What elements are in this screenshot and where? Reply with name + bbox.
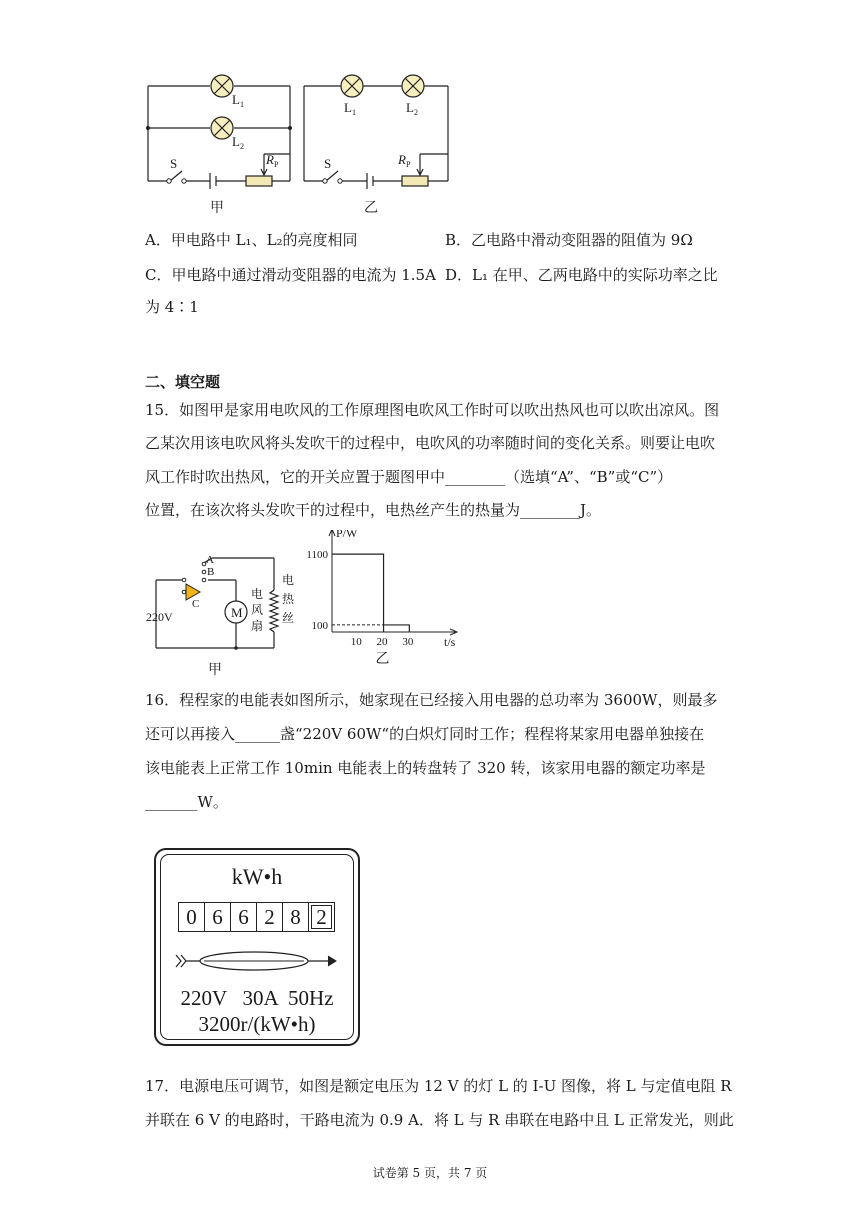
q16-line-4: _______W。 (145, 793, 228, 811)
power-time-chart (298, 530, 458, 665)
circuit-figure-jia (130, 66, 300, 216)
hair-dryer-circuit (140, 548, 310, 683)
rotation-arrow-icon (174, 946, 344, 976)
fan-label-3: 扇 (251, 619, 264, 633)
yi-rheostat-label: $R_P$ (398, 152, 411, 169)
meter-digit: 2 (256, 902, 283, 932)
option-c: C．甲电路中通过滑动变阻器的电流为 1.5A (145, 266, 436, 284)
jia-switch-label: S (170, 156, 178, 171)
lamp-l1-icon (211, 75, 233, 97)
meter-digit: 6 (230, 902, 257, 932)
heater-label-2: 热 (282, 592, 295, 606)
meter-digit: 0 (178, 902, 205, 932)
yi-caption: 乙 (364, 201, 378, 216)
q15-line-1: 15．如图甲是家用电吹风的工作原理图电吹风工作时可以吹出热风也可以吹出凉风。图 (145, 401, 720, 419)
x-tick-label: 20 (376, 636, 388, 648)
q15-line-4: 位置，在该次将头发吹干的过程中，电热丝产生的热量为________J。 (145, 501, 602, 519)
y-tick-label: 1100 (306, 549, 328, 562)
option-a: A．甲电路中 L₁、L₂的亮度相同 (145, 231, 358, 249)
heater-label-1: 电 (282, 573, 295, 587)
meter-digit: 2 (308, 902, 335, 932)
lamp-l1-icon (341, 75, 363, 97)
switch-position-c: C (192, 598, 200, 610)
q16-line-3: 该电能表上正常工作 10min 电能表上的转盘转了 320 转，该家用电器的额定功率是 (145, 759, 706, 777)
q15-line-3: 风工作时吹出热风，它的开关应置于题图甲中________（选填“A”、“B”或“C”） (145, 468, 673, 486)
meter-constant: 3200r/(kW•h) (198, 1012, 316, 1036)
meter-digit: 6 (204, 902, 231, 932)
q17-line-2: 并联在 6 V 的电路时，干路电流为 0.9 A．将 L 与 R 串联在电路中且 L 正常发光，则此 (145, 1111, 734, 1129)
jia-l1-label: $L_1$ (232, 92, 244, 109)
q15-line-2: 乙某次用该电吹风将头发吹干的过程中，电吹风的功率随时间的变化关系。则要让电吹 (145, 434, 716, 452)
yi-switch-label: S (324, 156, 332, 171)
chart-caption: 乙 (375, 652, 390, 665)
jia-rheostat-label: $R_P$ (266, 152, 279, 169)
hair-dryer-caption: 甲 (208, 663, 222, 678)
yi-l2-label: $L_2$ (406, 100, 418, 117)
fan-label-1: 电 (251, 587, 264, 601)
energy-meter (154, 848, 360, 1046)
q16-line-1: 16．程程家的电能表如图所示，她家现在已经接入用电器的总功率为 3600W，则最多 (145, 691, 718, 709)
lamp-l2-icon (402, 75, 424, 97)
switch-position-a: A (206, 554, 214, 566)
heater-label-3: 丝 (282, 611, 295, 625)
page-footer: 试卷第 5 页，共 7 页 (372, 1166, 488, 1180)
switch-position-b: B (207, 566, 215, 578)
lamp-l2-icon (211, 117, 233, 139)
voltage-label: 220V (146, 610, 173, 624)
option-d: D．L₁ 在甲、乙两电路中的实际功率之比 (445, 266, 718, 284)
motor-icon (225, 601, 247, 623)
meter-rating: 220V 30A 50Hz (180, 986, 334, 1010)
x-axis-label: t/s (444, 635, 456, 649)
fan-label-2: 风 (251, 603, 264, 617)
y-tick-label: 100 (311, 619, 328, 632)
section-title: 二、填空题 (145, 373, 221, 391)
power-series-line (332, 554, 409, 632)
yi-l1-label: $L_1$ (344, 100, 356, 117)
q17-line-1: 17．电源电压可调节，如图是额定电压为 12 V 的灯 L 的 I-U 图像，将 L 与定值电阻 R (145, 1077, 732, 1095)
jia-caption: 甲 (210, 201, 224, 216)
circuit-figure-yi (290, 66, 460, 216)
option-b: B．乙电路中滑动变阻器的阻值为 9Ω (445, 231, 693, 249)
x-tick-label: 10 (350, 636, 362, 648)
meter-unit: kW•h (231, 864, 283, 889)
x-tick-label: 30 (402, 636, 414, 648)
svg-text:M: M (231, 605, 243, 620)
y-axis-label: P/W (336, 530, 358, 540)
option-d-continued: 为 4∶1 (145, 298, 199, 316)
jia-l2-label: $L_2$ (232, 134, 244, 151)
meter-digit: 8 (282, 902, 309, 932)
meter-reading (178, 902, 344, 932)
q16-line-2: 还可以再接入______盏“220V 60W“的白炽灯同时工作；程程将某家用电器单独接在 (145, 725, 705, 743)
